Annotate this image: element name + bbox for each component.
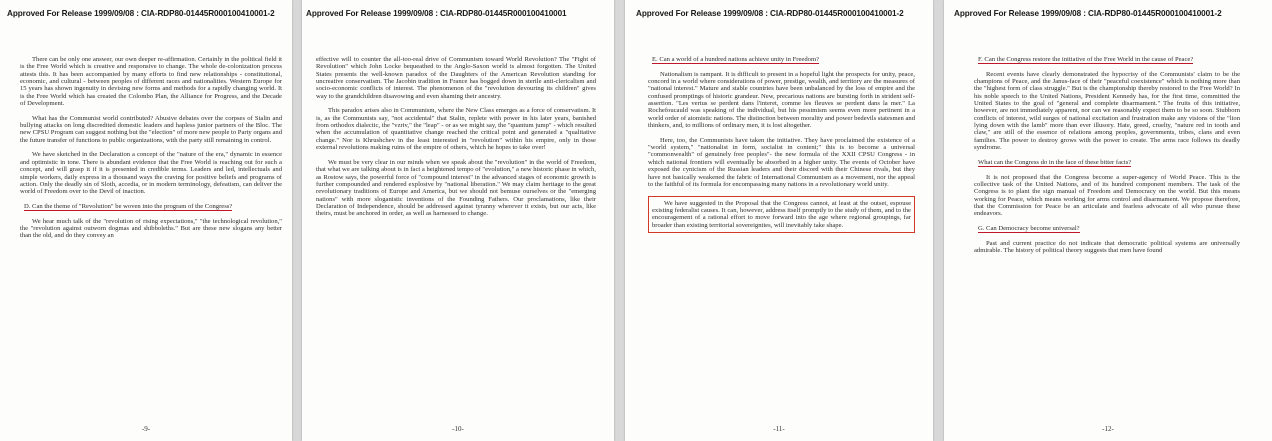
page-10 [302, 0, 614, 441]
page-9 [0, 0, 292, 441]
section-heading [648, 56, 915, 63]
paragraph: effective will to counter the all-too-real drive of Communism toward World Revolution? The "Fight of Revolution" which John Locke bequeathed to the Anglo-Saxon world is almost forgotten. The United States presents the well-known paradox of the Daughters of the American Revolution standing for uncreative conservatism. The Jacobin tradition in France has bogged down in sterile anti-clericalism and socio-economic conflicts of interest. The phenomenon of the "revolution devouring its children" gives way to the grandchildren disavowing and even shaming their ancestry. [316, 56, 596, 100]
paragraph: Past and current practice do not indicate that democratic political systems are universally admirable. The history of political theory suggests that men have found [974, 239, 1240, 254]
page-12-body [974, 56, 1240, 262]
paragraph: We have suggested in the Proposal that the Congress cannot, at least at the outset, espouse existing federalist causes. It can, however, address itself promptly to the study of them, and to the encouragement of a rational effort to move forward into the age where regional groupings, far broader than existing territorial sovereignties, will inevitably take shape. [652, 199, 911, 229]
section-heading [20, 203, 282, 210]
paragraph: We have sketched in the Declaration a concept of the "nature of the era," dynamic in essence and optimistic in tone. There is abundant evidence that the Free World is reaching out for such a concept, and will grasp it if it is presented in credible terms. Leaders and led, intellectuals and simple workers, daily express in a thousand ways the craving for positive beliefs and programs of action. Only the deadly sin of Sloth, accedia, or in modern terminology, defeatism, can deliver the world of Freedom over to the Devil of inaction. [20, 151, 282, 196]
paragraph: Recent events have clearly demonstrated the hypocrisy of the Communists' claim to be the champions of Peace, and the Janus-face of their "peaceful coexistence" which is nothing more than the "highest form of class struggle." But is the championship thereby restored to the Free World? In his noble speech to the United Nations, President Kennedy has, for the first time, committed the United States to the goal of "general and complete disarmament." The fruits of this initiative, however, are not immediately apparent, nor can we reasonably expect them to be so soon. Stubborn conflicts of interest, wild surges of national excitation and frustration make any visions of the "lion lying down with the lamb" more than ever illusory. Hate, greed, cruelty, "nature red in tooth and claw," are still of the essence of relations among peoples, governments, tribes, clans and even families. The power to destroy grows with the power to create. The arms race follows its deadly syndrome. [974, 70, 1240, 152]
paragraph: What has the Communist world contributed? Abusive debates over the corpses of Stalin and bullying attacks on long discredited domestic leaders and hapless junior partners of the Bloc. The new CPSU Program can suggest nothing but the "election" of more new people to Party organs and the future transfer of functions to public organizations, with the party still remaining in control. [20, 114, 283, 144]
page-number: -12- [1102, 425, 1114, 433]
page-9-body [20, 56, 282, 247]
release-header: Approved For Release 1999/09/08 : CIA-RDP80-01445R000100410001-2 [7, 9, 275, 18]
page-11-body [648, 56, 915, 233]
paragraph: There can be only one answer, our own deeper re-affirmation. Certainly in the political field it is the Free World which is creative and responsive to change. The whole de-colonization process attests this. It has been accompanied by many efforts to find new relationships - constitutional, economic, and cultural - between peoples of different races and nationalities. Western Europe for 15 years has shown ingenuity in devising new forms and methods for a rapidly changing world. It is the Free World which has created the Colombo Plan, the Alliance for Progress, and the Decade of Development. [20, 56, 282, 108]
underlined-heading-text: G. Can Democracy become universal? [978, 224, 1080, 232]
paragraph: We must be very clear in our minds when we speak about the "revolution" in the world of Freedom, that what we are talking about is in fact a heightened tempo of "evolution," a new historic phase in which, as Rostow says, the powerful force of "compound interest" in the advanced stages of economic growth is further compounded and rendered explosive by "national liberation." We may claim heritage to the great revolutionary traditions of Europe and America, but we should not bemuse ourselves or the "emerging nations" with more sloganistic inventions of the Founding Fathers. Our proclamations, like their Declaration of Independence, should be addressed against tyranny wherever it exists, but our acts, like theirs, must be anchored in order, as well as harnessed to change. [316, 158, 596, 218]
page-number: -11- [773, 425, 785, 433]
page-11 [625, 0, 933, 441]
underlined-heading-text: E. Can a world of a hundred nations achieve unity in Freedom? [652, 56, 819, 63]
page-number: -10- [452, 425, 464, 433]
release-header: Approved For Release 1999/09/08 : CIA-RDP80-01445R000100410001-2 [636, 9, 904, 18]
underlined-heading-text: What can the Congress do in the face of these bitter facts? [978, 158, 1132, 166]
release-header: Approved For Release 1999/09/08 : CIA-RDP80-01445R000100410001-2 [954, 9, 1222, 18]
underlined-heading-text: F. Can the Congress restore the initiative of the Free World in the cause of Peace? [978, 56, 1194, 63]
paragraph: Nationalism is rampant. It is difficult to present in a hopeful light the prospects for unity, peace, concord in a world where considerations of power, prestige, wealth, and territory are the measures of "national interest." Mature and stable countries have been unbalanced by the loss of empire and the confused promptings of historic grandeur. New, precarious nations are bursting forth in strident self-assertion. "Les vertus se perdent dans l'interet, comme les fleuves se perdent dans la mer." La Rochefoucauld was speaking of the individual, but his pessimism seems even more pertinent in a world order of atomistic nations. The distinction between morality and power bedevils statesmen and thinkers, and, to millions of ordinary men, it is lost altogether. [648, 70, 915, 130]
paragraph: We hear much talk of the "revolution of rising expectations," "the technological revolution," the "revolution against outworn dogmas and shibboleths." But are these new slogans any better than the old, and do they convey an [20, 217, 282, 240]
paragraph: It is not proposed that the Congress become a super-agency of World Peace. This is the collective task of the United Nations, and of its hundred component members. The task of the Congress is to plant the sign manual of Freedom and Democracy on the world. But this means working for Peace, which means working for arms control and disarmament. We propose therefore, that the Commission for Peace be an articulate and fearless advocate of all who pursue these endeavors. [974, 173, 1240, 218]
section-heading [974, 56, 1240, 63]
page-12 [944, 0, 1272, 441]
release-header: Approved For Release 1999/09/08 : CIA-RDP80-01445R000100410001 [306, 9, 567, 18]
paragraph: Here, too, the Communists have taken the initiative. They have proclaimed the existence of a "world system," "nationalist in form, socialist in content;" this is to become a universal "commonwealth" of genuinely free peoples"- the new formula of the XXII CPSU Congress - in which national frontiers will eventually be absorbed in a higher unity. The events of October have exposed the cynicism of the Russian leaders and their discord with their Chinese rivals, but they have not basically weakened the fabric of International Communism as a movement, nor the appeal to the faithful of its formula for encompassing many nations in a revolutionary world unity. [648, 136, 915, 188]
page-10-body [316, 56, 596, 225]
page-number: -9- [141, 425, 151, 433]
paragraph: This paradox arises also in Communism, where the New Class emerges as a force of conservatism. It is, as the Communists say, "not accidental" that Stalin, replete with power in his later years, banished from orthodox dialectic, the "vzriv," the "leap" - or as we might say, the "quantum jump" - which resulted when the accumulation of quantitative change reached the critical point and generated a "qualitative change." Nor is Khrushchev in the least interested in "revolution" within his empire, only in those external revolutions making ruins of the empire of others, which he hopes to take over! [316, 107, 596, 152]
section-heading [974, 159, 1240, 166]
underlined-heading-text: D. Can the theme of "Revolution" be woven into the program of the Congress? [24, 202, 233, 210]
highlighted-proposal-box [648, 196, 915, 233]
section-heading [974, 225, 1240, 232]
